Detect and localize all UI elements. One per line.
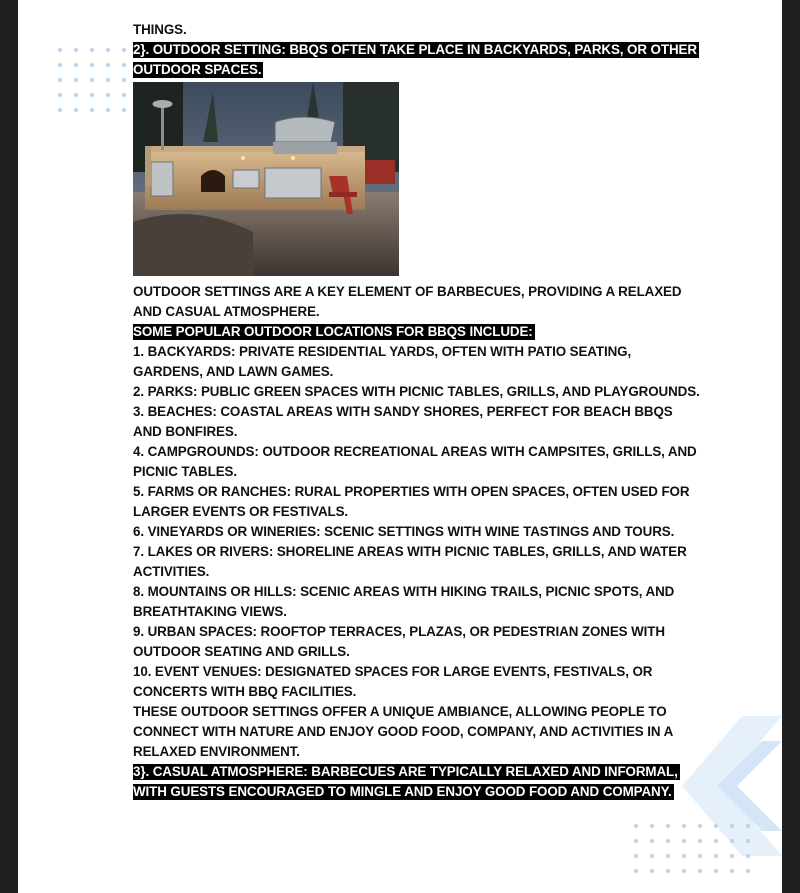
document-page <box>18 0 782 893</box>
text-line <box>133 602 693 622</box>
text-line <box>133 402 693 422</box>
text-block-top <box>133 20 697 80</box>
text-line-content: CONCERTS WITH BBQ FACILITIES. <box>133 684 357 699</box>
text-line-content: 5. FARMS OR RANCHES: RURAL PROPERTIES WITH OPEN SPACES, OFTEN USED FOR <box>133 484 690 499</box>
text-line-content: RELAXED ENVIRONMENT. <box>133 744 300 759</box>
decorative-dot <box>90 48 94 52</box>
decorative-dot <box>650 869 654 873</box>
decorative-dot <box>90 93 94 97</box>
text-line <box>133 622 693 642</box>
text-line-content: 2. PARKS: PUBLIC GREEN SPACES WITH PICNIC TABLES, GRILLS, AND PLAYGROUNDS. <box>133 384 700 399</box>
text-line-content: LARGER EVENTS OR FESTIVALS. <box>133 504 349 519</box>
decorative-dot-grid-left <box>58 48 126 112</box>
text-line-content: 4. CAMPGROUNDS: OUTDOOR RECREATIONAL AREAS WITH CAMPSITES, GRILLS, AND <box>133 444 697 459</box>
text-line-content: OUTDOOR SEATING AND GRILLS. <box>133 644 350 659</box>
decorative-dot <box>714 869 718 873</box>
decorative-dot <box>666 854 670 858</box>
decorative-dot <box>746 839 750 843</box>
text-line-content: ACTIVITIES. <box>133 564 210 579</box>
text-line-content: WITH GUESTS ENCOURAGED TO MINGLE AND ENJOY GOOD FOOD AND COMPANY. <box>133 784 672 799</box>
decorative-dot <box>74 63 78 67</box>
text-line-content: GARDENS, AND LAWN GAMES. <box>133 364 334 379</box>
text-line-content: 3. BEACHES: COASTAL AREAS WITH SANDY SHORES, PERFECT FOR BEACH BBQS <box>133 404 673 419</box>
decorative-dot <box>634 824 638 828</box>
highlighted-text-line <box>133 60 693 80</box>
decorative-dot <box>90 108 94 112</box>
decorative-dot <box>58 63 62 67</box>
highlighted-text-line <box>133 322 693 342</box>
decorative-dot <box>634 854 638 858</box>
text-line <box>133 342 693 362</box>
text-line-content: 10. EVENT VENUES: DESIGNATED SPACES FOR LARGE EVENTS, FESTIVALS, OR <box>133 664 653 679</box>
decorative-dot <box>666 869 670 873</box>
text-line <box>133 702 693 722</box>
outdoor-kitchen-photo <box>133 82 399 276</box>
highlighted-text-line <box>133 782 693 802</box>
text-line-content: 2}. OUTDOOR SETTING: BBQS OFTEN TAKE PLACE IN BACKYARDS, PARKS, OR OTHER <box>133 42 697 57</box>
decorative-dot <box>106 93 110 97</box>
decorative-dot <box>698 869 702 873</box>
decorative-dot <box>714 854 718 858</box>
decorative-dot <box>682 854 686 858</box>
decorative-dot <box>122 63 126 67</box>
text-line <box>133 362 693 382</box>
decorative-dot <box>714 824 718 828</box>
text-line-content: THINGS. <box>133 22 187 37</box>
text-line-content: 6. VINEYARDS OR WINERIES: SCENIC SETTINGS WITH WINE TASTINGS AND TOURS. <box>133 524 675 539</box>
text-line <box>133 382 700 402</box>
decorative-dot <box>106 63 110 67</box>
decorative-dot <box>650 854 654 858</box>
decorative-dot <box>106 108 110 112</box>
text-line-content: AND CASUAL ATMOSPHERE. <box>133 304 320 319</box>
decorative-dot <box>650 839 654 843</box>
text-line-content: 7. LAKES OR RIVERS: SHORELINE AREAS WITH PICNIC TABLES, GRILLS, AND WATER <box>133 544 687 559</box>
text-line <box>133 282 693 302</box>
text-line-content: 1. BACKYARDS: PRIVATE RESIDENTIAL YARDS, OFTEN WITH PATIO SEATING, <box>133 344 632 359</box>
text-line <box>133 20 693 40</box>
decorative-dot <box>730 839 734 843</box>
text-line <box>133 442 697 462</box>
decorative-dot <box>698 824 702 828</box>
document-text <box>133 20 700 802</box>
decorative-dot <box>746 824 750 828</box>
decorative-dot <box>698 854 702 858</box>
text-line-content: 9. URBAN SPACES: ROOFTOP TERRACES, PLAZAS, OR PEDESTRIAN ZONES WITH <box>133 624 665 639</box>
decorative-dot <box>74 48 78 52</box>
text-line-content: SOME POPULAR OUTDOOR LOCATIONS FOR BBQS INCLUDE: <box>133 324 533 339</box>
decorative-dot <box>58 48 62 52</box>
decorative-dot <box>682 839 686 843</box>
decorative-dot-grid-right <box>634 824 750 873</box>
decorative-dot <box>122 108 126 112</box>
decorative-dot <box>682 824 686 828</box>
text-line <box>133 662 693 682</box>
decorative-dot <box>730 869 734 873</box>
text-line <box>133 642 693 662</box>
decorative-dot <box>650 824 654 828</box>
decorative-dot <box>682 869 686 873</box>
text-line-content: OUTDOOR SPACES. <box>133 62 262 77</box>
text-line <box>133 542 693 562</box>
decorative-dot <box>106 48 110 52</box>
decorative-dot <box>746 869 750 873</box>
text-line-content: OUTDOOR SETTINGS ARE A KEY ELEMENT OF BARBECUES, PROVIDING A RELAXED <box>133 284 682 299</box>
decorative-dot <box>90 78 94 82</box>
text-line-content: 8. MOUNTAINS OR HILLS: SCENIC AREAS WITH HIKING TRAILS, PICNIC SPOTS, AND <box>133 584 675 599</box>
decorative-dot <box>74 93 78 97</box>
text-line <box>133 462 693 482</box>
decorative-dot <box>730 854 734 858</box>
decorative-dot <box>58 78 62 82</box>
text-line <box>133 722 693 742</box>
text-line-content: AND BONFIRES. <box>133 424 238 439</box>
text-line <box>133 562 693 582</box>
decorative-dot <box>74 108 78 112</box>
text-block-bottom <box>133 282 700 802</box>
decorative-dot <box>730 824 734 828</box>
text-line <box>133 582 693 602</box>
text-line <box>133 682 693 702</box>
decorative-dot <box>90 63 94 67</box>
decorative-dot <box>122 93 126 97</box>
text-line <box>133 522 693 542</box>
text-line <box>133 502 693 522</box>
text-line-content: 3}. CASUAL ATMOSPHERE: BARBECUES ARE TYPICALLY RELAXED AND INFORMAL, <box>133 764 678 779</box>
text-line-content: THESE OUTDOOR SETTINGS OFFER A UNIQUE AMBIANCE, ALLOWING PEOPLE TO <box>133 704 667 719</box>
text-line-content: BREATHTAKING VIEWS. <box>133 604 287 619</box>
text-line-content: CONNECT WITH NATURE AND ENJOY GOOD FOOD, COMPANY, AND ACTIVITIES IN A <box>133 724 674 739</box>
decorative-dot <box>58 93 62 97</box>
decorative-dot <box>634 869 638 873</box>
decorative-dot <box>746 854 750 858</box>
decorative-dot <box>666 839 670 843</box>
decorative-dot <box>698 839 702 843</box>
decorative-dot <box>122 78 126 82</box>
text-line <box>133 742 693 762</box>
decorative-dot <box>74 78 78 82</box>
highlighted-text-line <box>133 762 693 782</box>
decorative-dot <box>122 48 126 52</box>
decorative-dot <box>714 839 718 843</box>
decorative-dot <box>106 78 110 82</box>
text-line <box>133 482 693 502</box>
text-line <box>133 422 693 442</box>
decorative-dot <box>58 108 62 112</box>
text-line-content: PICNIC TABLES. <box>133 464 237 479</box>
decorative-dot <box>634 839 638 843</box>
decorative-dot <box>666 824 670 828</box>
text-line <box>133 302 693 322</box>
highlighted-text-line <box>133 40 697 60</box>
